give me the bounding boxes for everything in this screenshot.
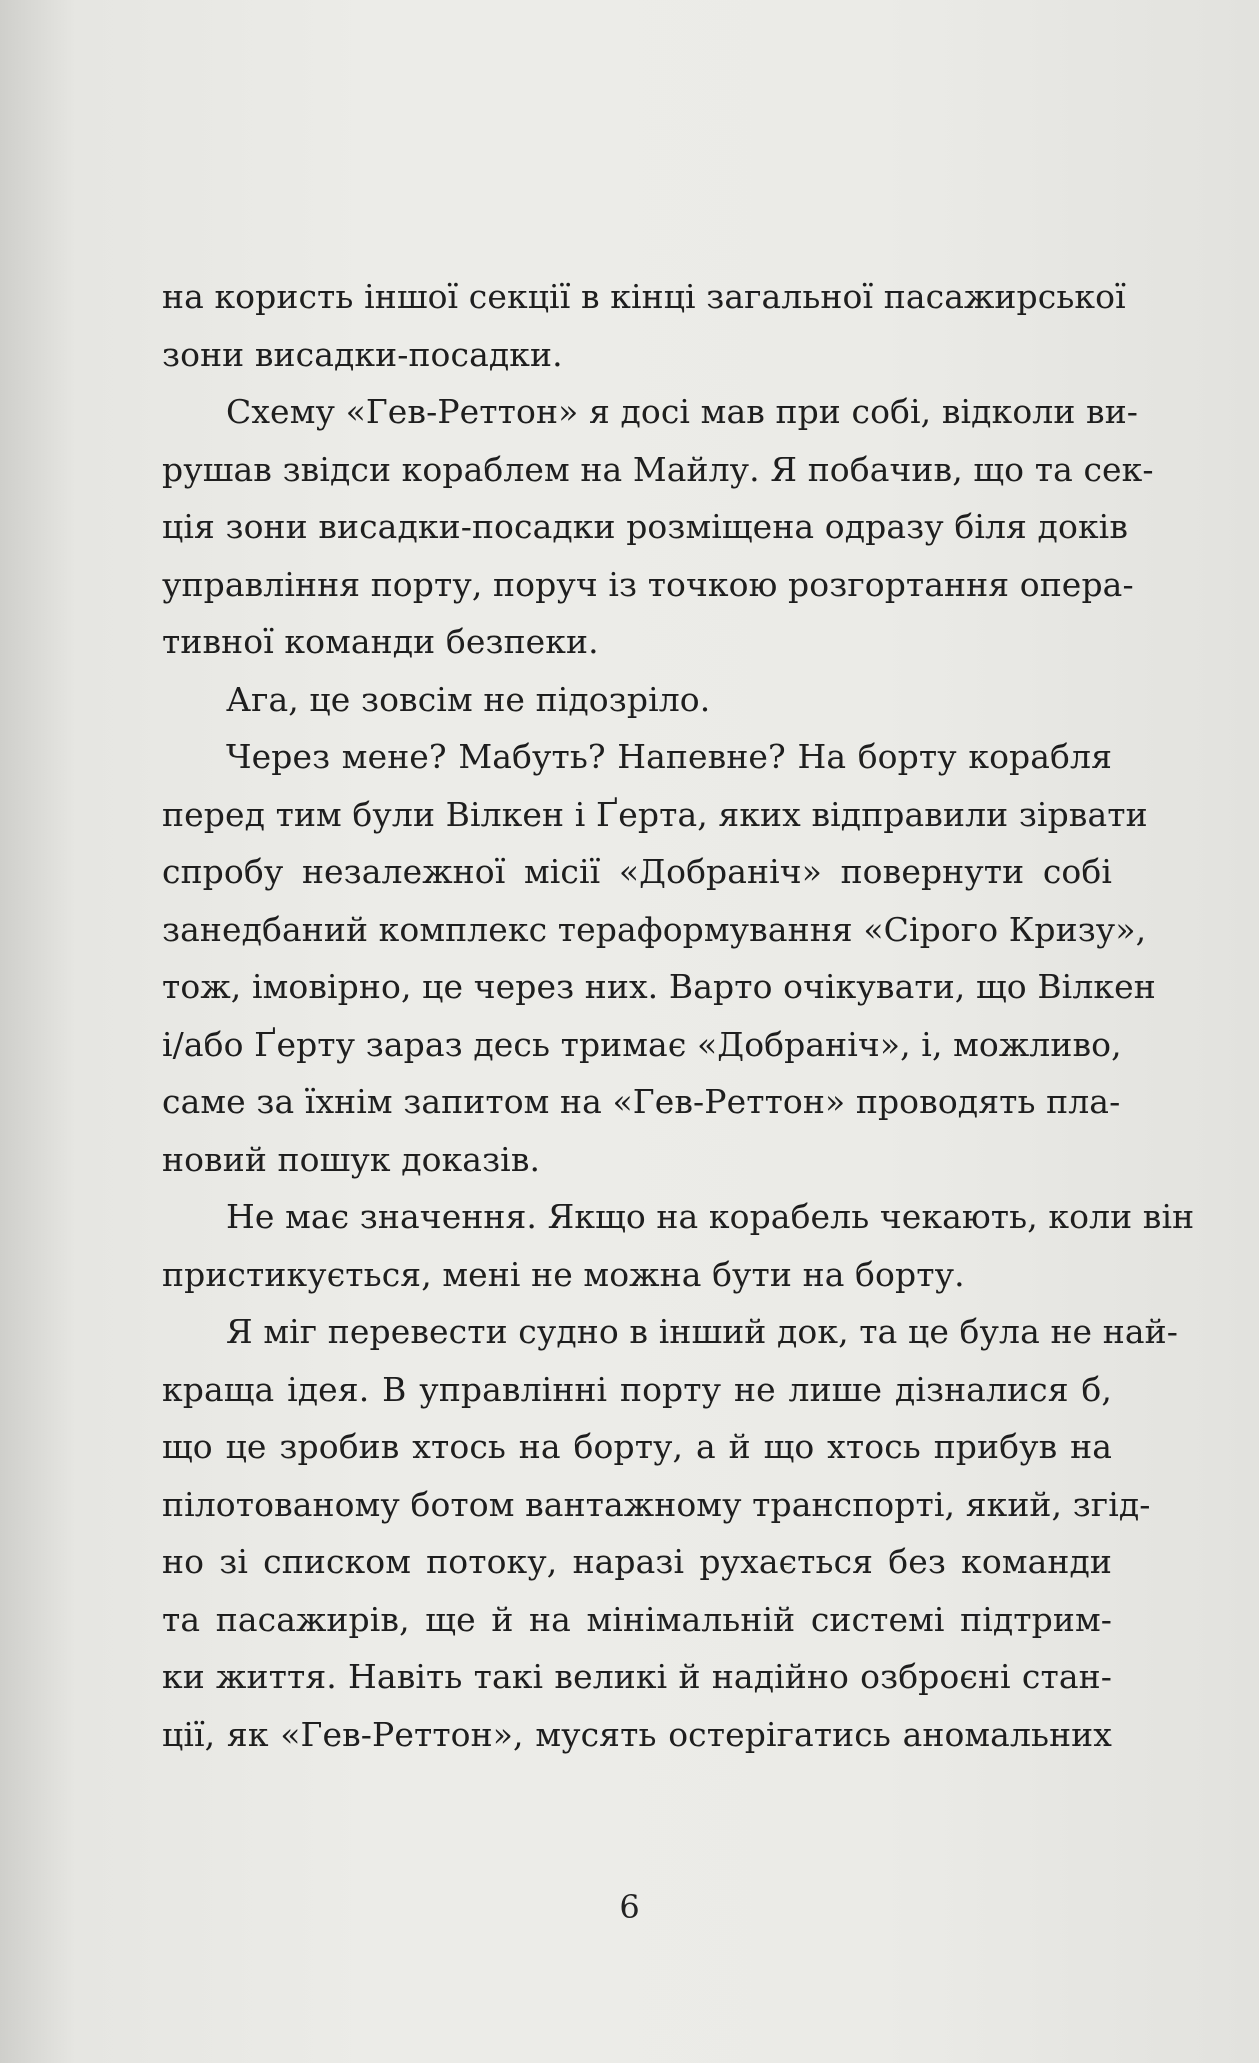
- text-line: саме за їхнім запитом на «Гев-Реттон» проводять пла-: [162, 1082, 1121, 1121]
- text-line: пристикується, мені не можна бути на борту.: [162, 1254, 965, 1294]
- text-line: управління порту, поруч із точкою розгортання опера-: [162, 564, 1134, 604]
- text-line: ції, як «Гев-Реттон», мусять остерігатись аномальних: [162, 1714, 1112, 1754]
- text-line: Ага, це зовсім не підозріло.: [226, 679, 711, 719]
- text-line: на користь іншої секції в кінці загальної пасажирської: [162, 277, 1126, 316]
- text-line: но зі списком потоку, наразі рухається без команди: [162, 1542, 1112, 1581]
- text-line: занедбаний комплекс тераформування «Сірого Кризу»,: [162, 909, 1147, 949]
- text-line: ки життя. Навіть такі великі й надійно озброєні стан-: [162, 1657, 1112, 1696]
- text-line: спробу незалежної місії «Добраніч» повернути собі: [162, 852, 1112, 891]
- body-text: [162, 268, 1195, 1763]
- text-line: перед тим були Вілкен і Ґерта, яких відправили зірвати: [162, 794, 1148, 834]
- text-line: Не має значення. Якщо на корабель чекають, коли він: [226, 1197, 1195, 1236]
- text-line: Я міг перевести судно в інший док, та це була не най-: [226, 1312, 1178, 1351]
- text-line: і/або Ґерту зараз десь тримає «Добраніч», і, можливо,: [162, 1024, 1122, 1064]
- text-line: пілотованому ботом вантажному транспорті, який, згід-: [162, 1484, 1151, 1524]
- text-line: тож, імовірно, це через них. Варто очікувати, що Вілкен: [162, 967, 1156, 1006]
- text-line: рушав звідси кораблем на Майлу. Я побачив, що та сек-: [162, 449, 1154, 489]
- text-line: тивної команди безпеки.: [162, 622, 599, 661]
- page-number: 6: [619, 1888, 640, 1926]
- text-line: ція зони висадки-посадки розміщена одразу біля доків: [162, 507, 1129, 546]
- text-line: Схему «Гев-Реттон» я досі мав при собі, відколи ви-: [226, 392, 1139, 431]
- text-line: зони висадки-посадки.: [162, 334, 563, 374]
- text-line: що це зробив хтось на борту, а й що хтось прибув на: [162, 1427, 1112, 1466]
- text-line: та пасажирів, ще й на мінімальній системі підтрим-: [162, 1599, 1112, 1639]
- text-line: краща ідея. В управлінні порту не лише дізналися б,: [162, 1369, 1112, 1409]
- text-line: новий пошук доказів.: [162, 1139, 541, 1179]
- text-line: Через мене? Мабуть? Напевне? На борту корабля: [226, 737, 1112, 776]
